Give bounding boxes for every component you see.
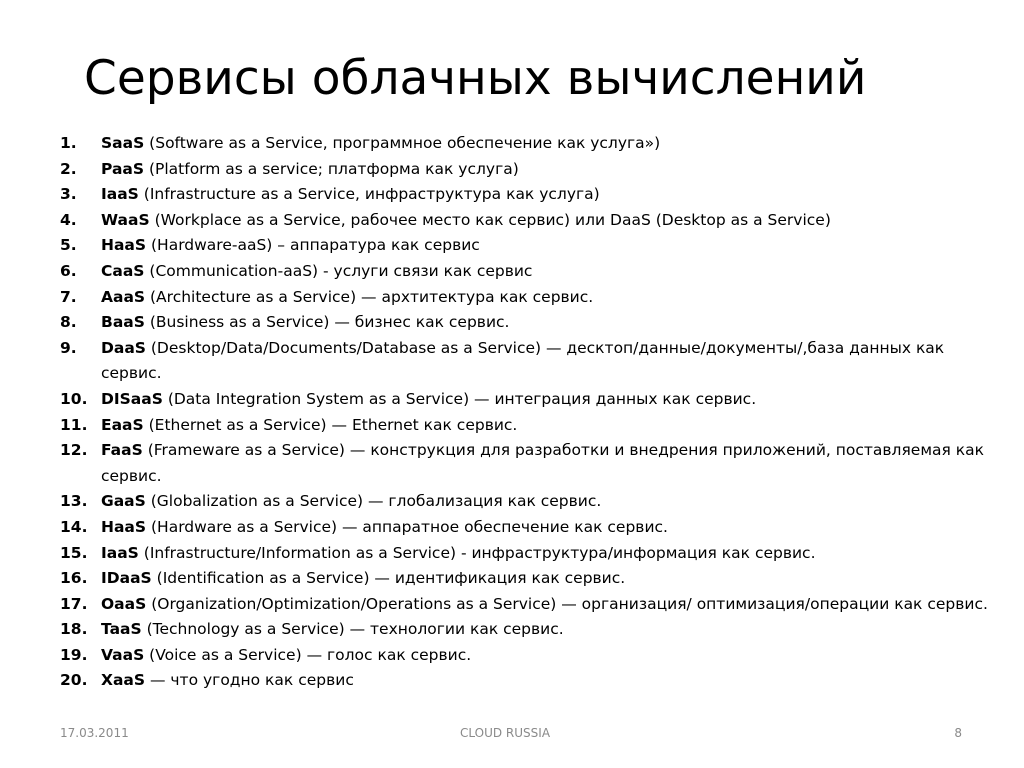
list-item-body	[101, 208, 990, 234]
list-item	[60, 310, 990, 336]
service-abbreviation: WaaS	[101, 210, 150, 229]
list-item-body	[101, 592, 990, 618]
service-list	[60, 131, 990, 694]
list-item-body	[101, 617, 990, 643]
list-item-body	[101, 515, 990, 541]
list-item	[60, 259, 990, 285]
service-abbreviation: SaaS	[101, 134, 145, 152]
list-item	[60, 233, 990, 259]
service-description: — что угодно как сервис	[145, 671, 354, 690]
service-description: (Voice as a Service) — голос как сервис.	[144, 645, 472, 664]
list-item	[60, 592, 990, 618]
list-item-body	[101, 259, 990, 285]
list-item-body	[101, 413, 990, 439]
service-description: (Globalization as a Service) — глобализация как сервис.	[145, 492, 602, 511]
list-item-number: 13.	[60, 492, 88, 511]
list-item-number: 1.	[60, 134, 77, 152]
slide-title: Сервисы облачных вычислений	[84, 51, 867, 106]
service-description: (Frameware as a Service) — конструкция для разработки и внедрения приложений, поставляемая как сервис.	[101, 441, 984, 485]
list-item-number: 6.	[60, 261, 77, 280]
service-abbreviation: BaaS	[101, 313, 145, 332]
service-abbreviation: GaaS	[101, 492, 146, 511]
service-abbreviation: HaaS	[101, 236, 147, 255]
service-description: (Identification as a Service) — идентификация как сервис.	[151, 569, 626, 588]
list-item	[60, 182, 990, 208]
list-item	[60, 515, 990, 541]
list-item	[60, 566, 990, 592]
page-number: 8	[954, 726, 962, 740]
list-item-body	[101, 336, 990, 387]
list-item	[60, 336, 990, 387]
list-item-number: 20.	[60, 671, 88, 690]
list-item-number: 8.	[60, 313, 77, 332]
list-item-body	[101, 233, 990, 259]
list-item-number: 17.	[60, 594, 88, 613]
list-item	[60, 131, 990, 157]
list-item	[60, 413, 990, 439]
service-description: (Hardware-aaS) – аппаратура как сервис	[146, 236, 480, 255]
list-item-body	[101, 131, 990, 157]
list-item-number: 4.	[60, 210, 77, 229]
list-item-body	[101, 489, 990, 515]
service-description: (Communication-aaS) - услуги связи как сервис	[144, 261, 533, 280]
list-item-body	[101, 438, 990, 489]
service-abbreviation: VaaS	[101, 645, 145, 664]
list-item-body	[101, 157, 990, 183]
service-description: (Business as a Service) — бизнес как сервис.	[144, 313, 510, 332]
footer-date: 17.03.2011	[60, 726, 129, 740]
list-item	[60, 157, 990, 183]
service-abbreviation: DISaaS	[101, 389, 163, 408]
service-abbreviation: EaaS	[101, 415, 144, 434]
list-item-number: 7.	[60, 287, 77, 306]
list-item	[60, 438, 990, 489]
list-item	[60, 668, 990, 694]
list-item	[60, 208, 990, 234]
list-item-number: 16.	[60, 569, 88, 588]
list-item-number: 12.	[60, 441, 88, 460]
service-description: (Workplace as a Service, рабочее место как сервис) или DaaS (Desktop as a Service)	[149, 210, 831, 229]
service-abbreviation: XaaS	[101, 671, 146, 690]
service-abbreviation: PaaS	[101, 159, 145, 178]
service-abbreviation: AaaS	[101, 287, 146, 306]
list-item	[60, 285, 990, 311]
list-item-body	[101, 541, 990, 567]
list-item	[60, 617, 990, 643]
service-description: (Data Integration System as a Service) — интеграция данных как сервис.	[162, 389, 757, 408]
list-item-body	[101, 310, 990, 336]
service-abbreviation: FaaS	[101, 441, 143, 460]
list-item-number: 9.	[60, 338, 77, 357]
list-item-number: 5.	[60, 236, 77, 255]
list-item-number: 14.	[60, 517, 88, 536]
list-item-number: 2.	[60, 159, 77, 178]
service-abbreviation: IDaaS	[101, 569, 152, 588]
list-item	[60, 541, 990, 567]
service-description: (Technology as a Service) — технологии как сервис.	[141, 620, 564, 639]
service-description: (Ethernet as a Service) — Ethernet как сервис.	[143, 415, 518, 434]
list-item	[60, 387, 990, 413]
service-description: (Software as a Service, программное обеспечение как услуга»)	[144, 134, 661, 152]
list-item-body	[101, 566, 990, 592]
footer-center-text: CLOUD RUSSIA	[460, 726, 551, 740]
service-description: (Organization/Optimization/Operations as a Service) — организация/ оптимизация/операции как сервис.	[146, 594, 988, 613]
service-description: (Hardware as a Service) — аппаратное обеспечение как сервис.	[146, 517, 668, 536]
list-item-body	[101, 387, 990, 413]
service-abbreviation: CaaS	[101, 261, 145, 280]
list-item-body	[101, 285, 990, 311]
service-description: (Infrastructure/Information as a Service) - инфраструктура/информация как сервис.	[138, 543, 816, 562]
list-item-number: 3.	[60, 185, 77, 204]
list-item-number: 19.	[60, 645, 88, 664]
list-item-number: 11.	[60, 415, 88, 434]
list-item-number: 18.	[60, 620, 88, 639]
service-abbreviation: DaaS	[101, 338, 146, 357]
service-description: (Architecture as a Service) — архтитектура как сервис.	[145, 287, 594, 306]
service-description: (Desktop/Data/Documents/Database as a Service) — десктоп/данные/документы/,база данных как сервис.	[101, 338, 945, 383]
service-abbreviation: IaaS	[101, 543, 139, 562]
service-abbreviation: OaaS	[101, 594, 147, 613]
service-abbreviation: TaaS	[101, 620, 142, 639]
service-description: (Platform as a service; платформа как услуга)	[144, 159, 519, 178]
list-item-body	[101, 643, 990, 669]
list-item-number: 15.	[60, 543, 88, 562]
service-description: (Infrastructure as a Service, инфраструктура как услуга)	[138, 185, 600, 204]
list-item-number: 10.	[60, 389, 88, 408]
list-item	[60, 643, 990, 669]
list-item-body	[101, 182, 990, 208]
service-abbreviation: HaaS	[101, 517, 147, 536]
service-abbreviation: IaaS	[101, 185, 139, 204]
list-item-body	[101, 668, 990, 694]
list-item	[60, 489, 990, 515]
